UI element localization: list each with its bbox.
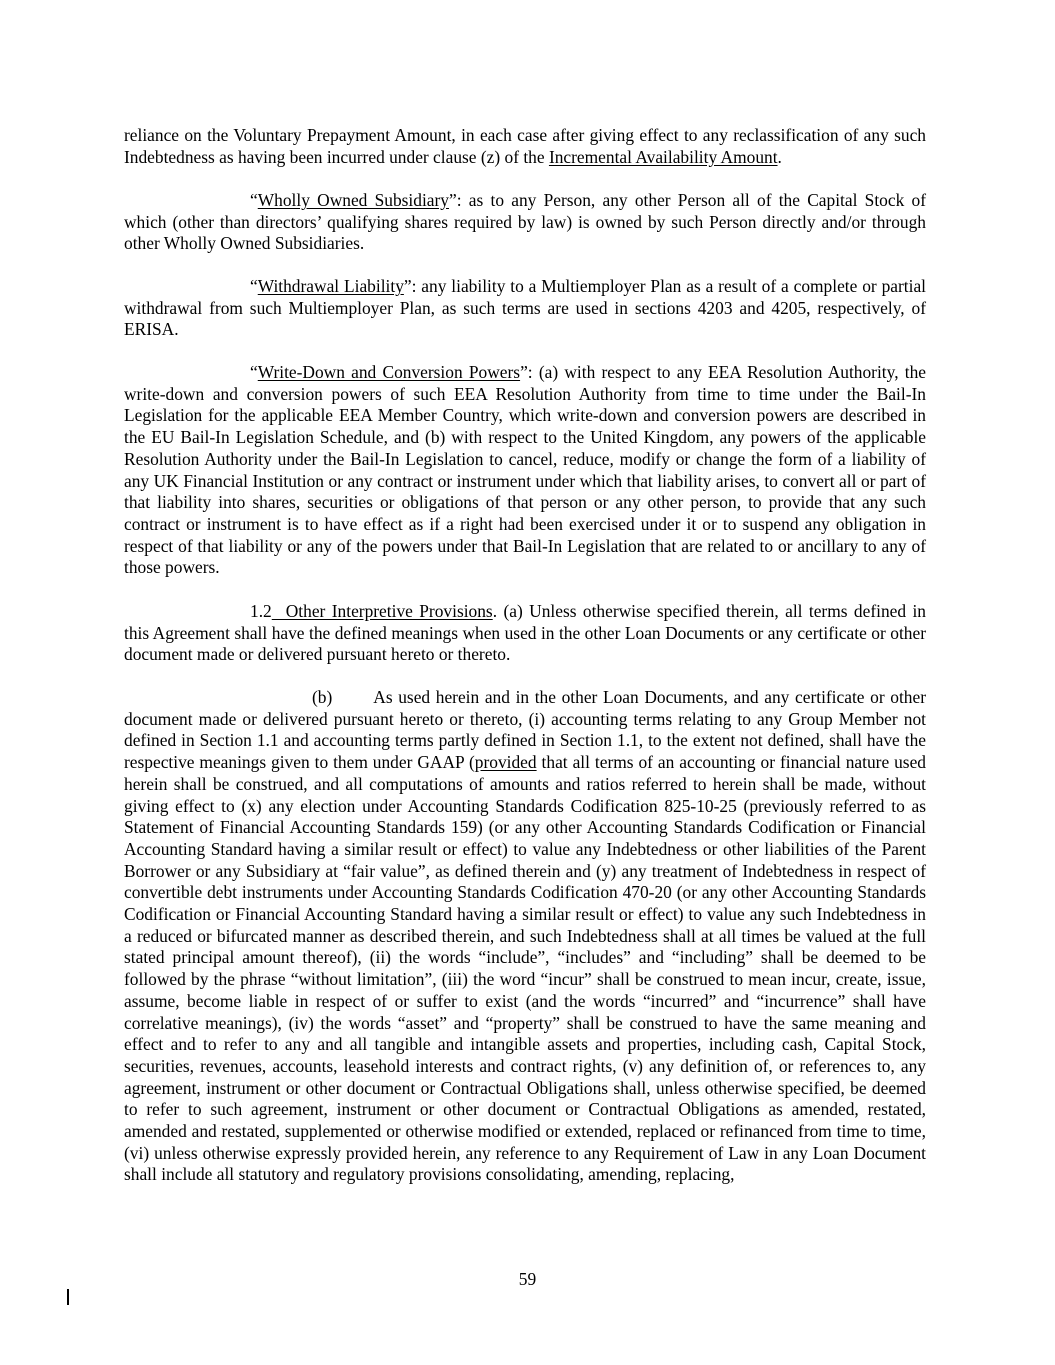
definition-text: ”: as to any Person, any other Person all of the Capital Stock of which (other than directors’ qualifying shares required by law) is owned by such Person directly and/or through other Wholly Owned Subsidiaries. — [124, 190, 926, 254]
section-heading: Other Interpretive Provisions — [285, 601, 493, 621]
definition-withdrawal-liability — [124, 276, 926, 341]
paragraph-continuation — [124, 125, 926, 168]
section-text: . (a) Unless otherwise specified therein, all terms defined in this Agreement shall have the defined meanings when used in the other Loan Documents or any certificate or other document made or delivered pursuant hereto or thereto. — [124, 601, 926, 665]
open-quote: “ — [250, 362, 258, 382]
open-quote: “ — [250, 190, 258, 210]
section-number: 1.2 — [250, 601, 272, 621]
defined-term: Write-Down and Conversion Powers — [257, 362, 521, 382]
defined-term-reference: Incremental Availability Amount — [548, 146, 778, 167]
definition-wholly-owned-subsidiary — [124, 190, 926, 255]
defined-term: Wholly Owned Subsidiary — [257, 190, 449, 210]
revision-mark — [67, 1289, 69, 1305]
number-gap — [272, 601, 286, 623]
clause-text-continued: that all terms of an accounting or financial nature used herein shall be construed, and all computations of amounts and ratios referred to herein shall be made, without giving effect to (x) any election under Accounting Standards Codification 825-10-25 (previously referred to as Statement of Financial Accounting Standards 159) (or any other Accounting Standards Codification or Financial Accounting Standard having a similar result or effect) to value any Indebtedness or other liabilities of the Parent Borrower or any Subsidiary at “fair value”, as defined therein and (y) any treatment of Indebtedness in respect of convertible debt instruments under Accounting Standards Codification 470-20 (or any other Accounting Standards Codification or Financial Accounting Standard having a similar result or effect) to value any such Indebtedness in a reduced or bifurcated manner as described therein, and such Indebtedness shall at all times be valued at the full stated principal amount thereof), (ii) the words “include”, “includes” and “including” shall be deemed to be followed by the phrase “without limitation”, (iii) the word “incur” shall be construed to mean incur, create, issue, assume, become liable in respect of or suffer to exist (and the words “incurred” and “incurrence” shall have correlative meanings), (iv) the words “asset” and “property” shall be construed to have the same meaning and effect and to refer to any and all tangible and intangible assets and properties, including cash, Capital Stock, securities, revenues, accounts, leasehold interests and contract rights, (v) any definition of, or references to, any agreement, instrument or other document or Contractual Obligations shall, unless otherwise specified, be deemed to refer to such agreement, instrument or other document or Contractual Obligations as amended, restated, amended and restated, supplemented or otherwise modified or extended, replaced or refinanced from time to time, (vi) unless otherwise expressly provided herein, any reference to any Requirement of Law in any Loan Document shall include all statutory and regulatory provisions consolidating, amending, replacing, — [124, 752, 926, 1185]
clause-text: As used herein and in the other Loan Documents, and any certificate or other document made or delivered pursuant hereto or thereto, (i) accounting terms relating to any Group Member not defined in Section 1.1 and accounting terms partly defined in Section 1.1, to the extent not defined, shall have the respective meanings given to them under GAAP ( — [124, 687, 926, 773]
page-number: 59 — [518, 1269, 537, 1289]
section-1-2-paragraph — [124, 601, 926, 666]
clause-b-paragraph — [124, 687, 926, 1186]
defined-term-provided: provided — [474, 752, 537, 773]
definition-write-down-and-conversion-powers — [124, 362, 926, 579]
clause-label: (b) — [312, 687, 333, 707]
definition-text: ”: (a) with respect to any EEA Resolution Authority, the write-down and conversion powers of such EEA Resolution Authority from time to time under the Bail-In Legislation for the applicable EEA Member Country, which write-down and conversion powers are described in the EU Bail-In Legislation Schedule, and (b) with respect to the United Kingdom, any powers of the applicable Resolution Authority under the Bail-In Legislation to cancel, reduce, modify or change the form of a liability of any UK Financial Institution or any contract or instrument under which that liability arises, to convert all or part of that liability into shares, securities or obligations of that person or any other person, to provide that any such contract or instrument is to have effect as if a right had been exercised under it or to suspend any obligation in respect of that liability or any of the powers under that Bail-In Legislation that are related to or ancillary to any of those powers. — [124, 362, 926, 578]
definition-text: ”: any liability to a Multiemployer Plan as a result of a complete or partial withdrawal from such Multiemployer Plan, as such terms are used in sections 4203 and 4205, respectively, of ERISA. — [124, 276, 926, 340]
defined-term: Withdrawal Liability — [257, 276, 404, 296]
open-quote: “ — [250, 276, 258, 296]
paragraph-text: reliance on the Voluntary Prepayment Amount, in each case after giving effect to any reclassification of any such Indebtedness as having been incurred under clause (z) of the — [124, 125, 926, 167]
paragraph-text-end: . — [777, 146, 782, 167]
